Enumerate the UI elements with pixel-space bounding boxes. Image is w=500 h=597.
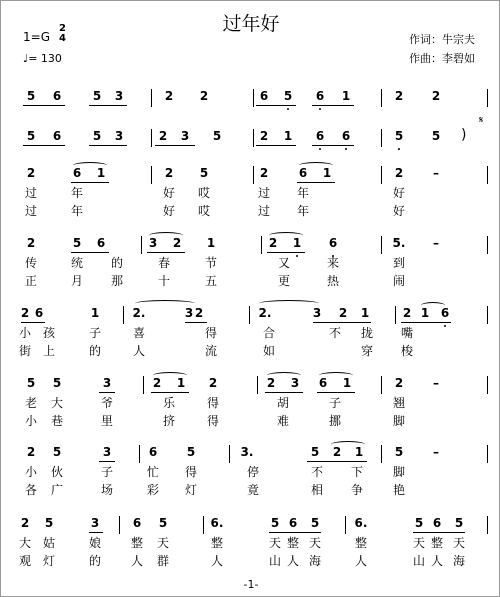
lyric: 乐 [162, 396, 176, 410]
lyric: 不 [310, 465, 324, 479]
lyric: 那 [110, 274, 124, 288]
lyric: 人 [430, 554, 444, 568]
lyric: 好 [162, 204, 176, 218]
note: 5 [394, 129, 404, 143]
lyric: 翘 [392, 396, 406, 410]
note: 6 [440, 306, 450, 320]
barline [123, 306, 124, 324]
barline [253, 89, 254, 107]
lyric: 里 [100, 414, 114, 428]
barline [261, 236, 262, 254]
note: 5 [454, 516, 464, 530]
note: 5 [186, 445, 196, 459]
lyric: 统 [70, 256, 84, 270]
lyric: 娘 [88, 536, 102, 550]
note: 2 [26, 166, 36, 180]
lyric: 闹 [392, 274, 406, 288]
lyric: 整 [210, 536, 224, 550]
note: 2 [394, 376, 404, 390]
note: – [433, 166, 439, 180]
lyric: 争 [350, 483, 364, 497]
lyric: 灯 [184, 483, 198, 497]
note: 5 [92, 129, 102, 143]
time-signature: 2 4 [59, 23, 66, 44]
lyric: 巷 [50, 414, 64, 428]
lyric: 合 [262, 326, 276, 340]
barline [229, 445, 230, 463]
barline [487, 236, 488, 254]
lyric: 得 [206, 396, 220, 410]
lyric: 拢 [360, 326, 374, 340]
note: 2 [152, 376, 162, 390]
quarter-note-icon: ♩ [23, 52, 29, 65]
note: 2 [199, 89, 209, 103]
note: 2 [172, 236, 182, 250]
lyric: 年 [70, 204, 84, 218]
note: 5 [212, 129, 222, 143]
lyric: 大 [18, 536, 32, 550]
note: 6 [96, 236, 106, 250]
lyric: 过 [24, 186, 38, 200]
note: 5 [26, 376, 36, 390]
lyric: 春 [157, 256, 171, 270]
lyric: 艳 [392, 483, 406, 497]
lyric: 得 [206, 414, 220, 428]
lyric: 山 [412, 554, 426, 568]
lyric: 下 [350, 465, 364, 479]
note: 3. [240, 445, 254, 459]
lyric: 群 [156, 554, 170, 568]
lyric: 竟 [246, 483, 260, 497]
lyric: 海 [308, 554, 322, 568]
lyric: 传 [24, 256, 38, 270]
lyric: 好 [392, 186, 406, 200]
lyric: 忙 [146, 465, 160, 479]
note: 1 [360, 306, 370, 320]
lyric: 整 [286, 536, 300, 550]
note: 6 [432, 516, 442, 530]
note: 6 [34, 306, 44, 320]
note: 5 [92, 89, 102, 103]
note: 1 [322, 166, 332, 180]
note: 6 [318, 376, 328, 390]
lyric: 子 [100, 465, 114, 479]
lyric: 广 [50, 483, 64, 497]
note: 5 [414, 516, 424, 530]
note: 2 [431, 89, 441, 103]
barline [381, 445, 382, 463]
note: 2 [268, 236, 278, 250]
lyric: 上 [42, 344, 56, 358]
note: 1 [341, 89, 351, 103]
note: 5 [44, 516, 54, 530]
note: 1 [292, 236, 302, 250]
lyric: 人 [354, 554, 368, 568]
lyric: 小 [24, 465, 38, 479]
barline [487, 445, 488, 463]
lyric: 彩 [146, 483, 160, 497]
lyric: 到 [392, 256, 406, 270]
lyric: 灯 [42, 554, 56, 568]
note: 2 [338, 306, 348, 320]
note: 1 [342, 376, 352, 390]
note: 6 [315, 89, 325, 103]
note: 3 [90, 516, 100, 530]
note: 2 [20, 516, 30, 530]
note: 2 [394, 89, 404, 103]
note: 2 [402, 306, 412, 320]
note: 1 [420, 306, 430, 320]
note: 1 [176, 376, 186, 390]
note: 3 [290, 376, 300, 390]
note: 5 [72, 236, 82, 250]
note: – [433, 445, 439, 459]
note: 2 [158, 129, 168, 143]
barline [487, 376, 488, 394]
key-signature: 1=G [23, 30, 50, 44]
note: 5 [270, 516, 280, 530]
note: 1 [90, 306, 100, 320]
note: 5 [310, 516, 320, 530]
note: 5 [199, 166, 209, 180]
lyric: 年 [296, 204, 310, 218]
lyric: 脚 [392, 414, 406, 428]
note: 6. [210, 516, 224, 530]
barline [203, 516, 204, 534]
lyric: 难 [276, 414, 290, 428]
note: 3 [180, 129, 190, 143]
lyric: 的 [110, 256, 124, 270]
note: 2 [332, 445, 342, 459]
lyric: 更 [277, 274, 291, 288]
note: 5 [283, 89, 293, 103]
lyric: 挤 [162, 414, 176, 428]
note: 6 [52, 89, 62, 103]
lyric: 爷 [100, 396, 114, 410]
lyric: 过 [257, 186, 271, 200]
barline [381, 129, 382, 147]
lyric: 相 [310, 483, 324, 497]
note: 2. [132, 306, 146, 320]
lyric: 海 [452, 554, 466, 568]
note: 6 [259, 89, 269, 103]
barline [249, 306, 250, 324]
lyric: 人 [130, 554, 144, 568]
lyric: 小 [18, 326, 32, 340]
note: 6 [288, 516, 298, 530]
lyric: 月 [70, 274, 84, 288]
barline [151, 129, 152, 147]
note: 1 [283, 129, 293, 143]
lyric: 哎 [197, 204, 211, 218]
barline [119, 516, 120, 534]
barline [381, 89, 382, 107]
lyric: 子 [88, 326, 102, 340]
lyric: 人 [286, 554, 300, 568]
barline [143, 376, 144, 394]
note: 3 [102, 376, 112, 390]
lyric: 好 [392, 204, 406, 218]
lyric: 的 [88, 344, 102, 358]
lyricist-credit: 作词：牛宗夫 [409, 33, 475, 46]
lyric: 天 [156, 536, 170, 550]
barline [381, 236, 382, 254]
lyric: 穿 [360, 344, 374, 358]
note: 6 [148, 445, 158, 459]
song-title: 过年好 [222, 13, 280, 35]
lyric: 停 [246, 465, 260, 479]
note: 1 [354, 445, 364, 459]
note: – [433, 376, 439, 390]
lyric: 姑 [42, 536, 56, 550]
score-page: 过年好 1=G 2 4 ♩= 130 作词：牛宗夫 作曲：李碧如 5 6 5 3 2 2 6 5 6 1 2 2 5 6 5 3 2 3 5 2 1 6 6 5 5 ) 𝄋 2 6 1 2 5 2 6 1 2 – 过 年 好 哎 过 年 好 过 年 好 哎 过 年 好 2 5 6 3 2 1 2 1 6 5. – 传 统 的 春 节 又 来 到 正 月 那 十 五 更 热 闹 2 6 1 2. 3 2 2. 3 2 1 2 1 6 小 孩 子 喜 得 合 不 拢 嘴 街 上 的 人 流 如 穿 梭 5 5 3 2 1 2 2 3 6 1 2 – 老 大 爷 乐 得 胡 子 翘 小 巷 里 挤 得 难 挪 脚 2 5 3 6 5 3. 5 2 1 5 – 小 伙 子 忙 得 停 不 下 脚 各 广 场 彩 灯 竟 相 争 艳 2 5 3 6 5 6. 5 6 5 6. 5 6 5 大 姑 娘 整 天 整 天 整 天 整 天 整 天 观 灯 的 人 群 人 山 人 海 人 山 人 海 -1- [0, 0, 500, 597]
lyric: 老 [24, 396, 38, 410]
note: 6 [72, 166, 82, 180]
lyric: 过 [24, 204, 38, 218]
note: 3 [114, 129, 124, 143]
barline [253, 166, 254, 184]
note: 6 [132, 516, 142, 530]
lyric: 整 [430, 536, 444, 550]
barline [381, 376, 382, 394]
lyric: 五 [204, 274, 218, 288]
note: 2 [266, 376, 276, 390]
note: 6 [341, 129, 351, 143]
lyric: 山 [268, 554, 282, 568]
note: 2. [258, 306, 272, 320]
barline [487, 89, 488, 107]
note: 2 [194, 306, 204, 320]
barline [487, 516, 488, 534]
lyric: 不 [328, 326, 342, 340]
note: 2 [26, 445, 36, 459]
barline [253, 129, 254, 147]
note: 5 [26, 89, 36, 103]
barline [487, 166, 488, 184]
note: 5 [310, 445, 320, 459]
lyric: 整 [354, 536, 368, 550]
note: 5 [52, 445, 62, 459]
lyric: 的 [88, 554, 102, 568]
lyric: 热 [326, 274, 340, 288]
note: – [433, 236, 439, 250]
lyric: 如 [262, 344, 276, 358]
lyric: 人 [132, 344, 146, 358]
barline [151, 89, 152, 107]
lyric: 过 [257, 204, 271, 218]
lyric: 喜 [132, 326, 146, 340]
note: 3 [148, 236, 158, 250]
note: 5 [26, 129, 36, 143]
note: 3 [102, 445, 112, 459]
tempo-marking: ♩= 130 [23, 52, 62, 65]
lyric: 来 [326, 256, 340, 270]
lyric: 好 [162, 186, 176, 200]
lyric: 人 [210, 554, 224, 568]
barline [381, 166, 382, 184]
lyric: 哎 [197, 186, 211, 200]
note: 5 [431, 129, 441, 143]
lyric: 孩 [42, 326, 56, 340]
lyric: 场 [100, 483, 114, 497]
lyric: 伙 [50, 465, 64, 479]
lyric: 子 [328, 396, 342, 410]
segno-icon: 𝄋 [479, 115, 484, 126]
lyric: 又 [277, 256, 291, 270]
note: 5 [52, 376, 62, 390]
lyric: 小 [24, 414, 38, 428]
note: 1 [206, 236, 216, 250]
lyric: 天 [452, 536, 466, 550]
note: 5. [392, 236, 406, 250]
barline [395, 306, 396, 324]
lyric: 节 [204, 256, 218, 270]
note: 2 [259, 166, 269, 180]
note: 2 [394, 166, 404, 180]
note: 3 [184, 306, 194, 320]
lyric: 天 [308, 536, 322, 550]
note: 5 [158, 516, 168, 530]
note: 6 [315, 129, 325, 143]
lyric: 街 [18, 344, 32, 358]
lyric: 流 [204, 344, 218, 358]
lyric: 整 [130, 536, 144, 550]
lyric: 正 [24, 274, 38, 288]
composer-credit: 作曲：李碧如 [409, 52, 475, 65]
note: 2 [259, 129, 269, 143]
barline [139, 445, 140, 463]
barline [487, 306, 488, 324]
lyric: 梭 [400, 344, 414, 358]
note: 6. [354, 516, 368, 530]
barline [151, 166, 152, 184]
lyric: 得 [184, 465, 198, 479]
note: 5 [394, 445, 404, 459]
lyric: 观 [18, 554, 32, 568]
note: 6 [298, 166, 308, 180]
note: 2 [164, 89, 174, 103]
note: 2 [20, 306, 30, 320]
note: 2 [164, 166, 174, 180]
lyric: 天 [268, 536, 282, 550]
lyric: 十 [157, 274, 171, 288]
page-number: -1- [243, 578, 259, 591]
lyric: 大 [50, 396, 64, 410]
lyric: 各 [24, 483, 38, 497]
note: 3 [114, 89, 124, 103]
lyric: 年 [296, 186, 310, 200]
barline [257, 376, 258, 394]
lyric: 脚 [392, 465, 406, 479]
barline [141, 236, 142, 254]
note: 1 [96, 166, 106, 180]
lyric: 胡 [276, 396, 290, 410]
note: 3 [312, 306, 322, 320]
note: 2 [26, 236, 36, 250]
lyric: 年 [70, 186, 84, 200]
note: 2 [208, 376, 218, 390]
lyric: 天 [412, 536, 426, 550]
note: 6 [328, 236, 338, 250]
lyric: 挪 [328, 414, 342, 428]
barline [345, 516, 346, 534]
lyric: 嘴 [400, 326, 414, 340]
note: 6 [52, 129, 62, 143]
lyric: 得 [204, 326, 218, 340]
